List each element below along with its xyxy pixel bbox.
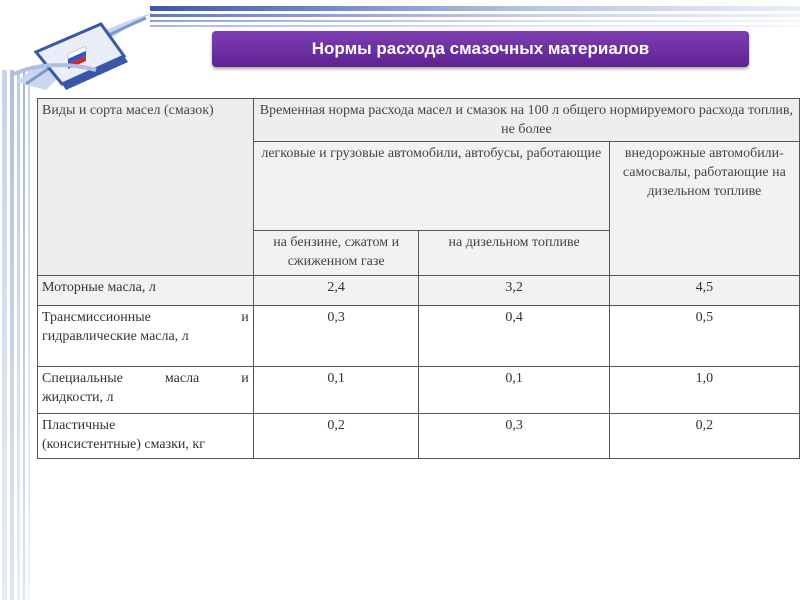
value-offroad: 4,5 bbox=[609, 276, 799, 306]
table-row bbox=[38, 306, 800, 367]
value-diesel: 0,4 bbox=[419, 306, 609, 367]
row-name bbox=[38, 367, 254, 414]
value-diesel: 3,2 bbox=[419, 276, 609, 306]
header-fuel-diesel: на дизельном топливе bbox=[419, 231, 609, 276]
row-name-line1: Пластичные bbox=[42, 418, 116, 433]
header-group-cars: легковые и грузовые автомобили, автобусы, работающие bbox=[253, 142, 609, 231]
table-row bbox=[38, 276, 800, 306]
value-diesel: 0,1 bbox=[419, 367, 609, 414]
row-name-line1: Специальные масла и bbox=[42, 371, 249, 386]
value-petrol: 0,2 bbox=[253, 414, 419, 459]
row-name bbox=[38, 414, 254, 459]
value-offroad: 1,0 bbox=[609, 367, 799, 414]
value-offroad: 0,2 bbox=[609, 414, 799, 459]
row-name-line2: (консистентные) смазки, кг bbox=[42, 437, 205, 452]
row-name-line2: жидкости, л bbox=[42, 390, 114, 405]
row-name: Моторные масла, л bbox=[38, 276, 254, 306]
value-petrol: 0,3 bbox=[253, 306, 419, 367]
row-name bbox=[38, 306, 254, 367]
value-offroad: 0,5 bbox=[609, 306, 799, 367]
row-name-line2: гидравлические масла, л bbox=[42, 329, 189, 344]
table-row bbox=[38, 414, 800, 459]
value-diesel: 0,3 bbox=[419, 414, 609, 459]
book-logo-icon bbox=[6, 4, 156, 94]
header-oil-types: Виды и сорта масел (смазок) bbox=[38, 99, 254, 276]
header-norm: Временная норма расхода масел и смазок на 100 л общего нормируемого расхода топлив, не более bbox=[253, 99, 799, 142]
header-group-offroad: внедорожные автомобили-самосвалы, работающие на дизельном топливе bbox=[609, 142, 799, 276]
header-fuel-petrol: на бензине, сжатом и сжиженном газе bbox=[253, 231, 419, 276]
slide-title: Нормы расхода смазочных материалов bbox=[311, 39, 650, 58]
top-decorative-stripes bbox=[150, 4, 800, 34]
value-petrol: 0,1 bbox=[253, 367, 419, 414]
table-row bbox=[38, 367, 800, 414]
row-name-line1: Трансмиссионные и bbox=[42, 310, 249, 325]
table-header-row bbox=[38, 99, 800, 142]
lubricant-norms-table bbox=[37, 98, 800, 459]
value-petrol: 2,4 bbox=[253, 276, 419, 306]
slide-title-banner bbox=[212, 31, 749, 67]
